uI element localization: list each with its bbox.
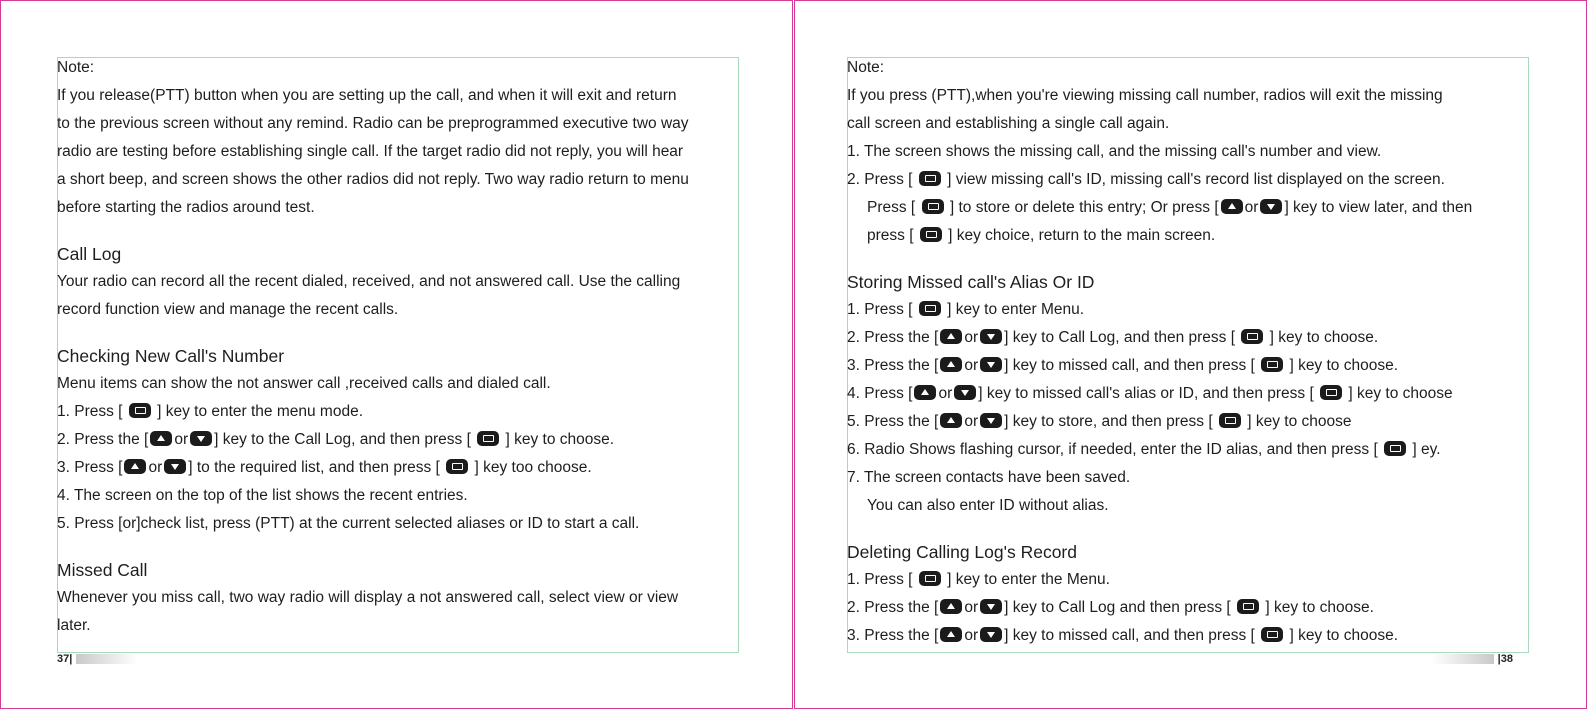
right-page [794,0,1587,709]
step-line [847,222,1567,250]
step-text: 4. Press [ [847,385,913,402]
page-footer: 37 | [57,653,138,665]
menu-key-icon [919,171,941,186]
step-text: 2. Press the [ [847,329,939,346]
note-label: Note: [57,59,95,76]
step-text: 3. Press the [ [847,627,939,644]
paragraph-line: record function view and manage the recent calls. [57,301,399,318]
menu-key-icon [446,459,468,474]
step-text: 2. Press the [ [847,599,939,616]
up-arrow-key-icon [940,627,962,642]
step-text: or [964,599,979,616]
step-text: ] key to choose [1247,413,1352,430]
note-line: to the previous screen without any remind. Radio can be preprogrammed executive two way [57,115,689,132]
step-text: ] key to Call Log and then press [ [1004,599,1231,616]
left-page-content [57,54,777,640]
step-text: 6. Radio Shows flashing cursor, if needed, enter the ID alias, and then press [ [847,441,1378,458]
step-text: 1. Press [ [847,301,913,318]
note-line: call screen and establishing a single call again. [847,115,1170,132]
step-line [847,380,1567,408]
step-line [847,324,1567,352]
step-text: ] to the required list, and then press [ [188,459,440,476]
step-line: 4. The screen on the top of the list shows the recent entries. [57,487,468,504]
step-line [847,408,1567,436]
up-arrow-key-icon [940,599,962,614]
menu-key-icon [1237,599,1259,614]
step-text: ] key to choose. [505,431,615,448]
up-arrow-key-icon [940,413,962,428]
step-text: or [938,385,953,402]
step-text: or [964,627,979,644]
note-line: If you release(PTT) button when you are setting up the call, and when it will exit and return [57,87,677,104]
step-line [847,594,1567,622]
step-line [57,426,777,454]
note-line: If you press (PTT),when you're viewing missing call number, radios will exit the missing [847,87,1443,104]
note-line: a short beep, and screen shows the other radios did not reply. Two way radio return to menu [57,171,689,188]
menu-key-icon [920,227,942,242]
step-text: or [174,431,189,448]
step-text: ] key to view later, and then [1284,199,1473,216]
step-text: ] to store or delete this entry; Or press [ [949,199,1219,216]
up-arrow-key-icon [150,431,172,446]
menu-key-icon [129,403,151,418]
step-text: 2. Press the [ [57,431,149,448]
page-number: 37 [57,653,70,665]
step-text: ] key to enter Menu. [947,301,1085,318]
up-arrow-key-icon [124,459,146,474]
step-text: 3. Press [ [57,459,123,476]
paragraph-line: Your radio can record all the recent dialed, received, and not answered call. Use the calling [57,273,681,290]
step-text: ] key to missed call, and then press [ [1004,627,1255,644]
down-arrow-key-icon [954,385,976,400]
up-arrow-key-icon [940,357,962,372]
step-line [847,622,1567,650]
step-text: ] key to enter the Menu. [947,571,1110,588]
step-text: ] key to choose. [1289,627,1399,644]
menu-key-icon [1261,357,1283,372]
menu-key-icon [1219,413,1241,428]
step-line: 1. The screen shows the missing call, and the missing call's number and view. [847,143,1382,160]
step-line [847,566,1567,594]
menu-key-icon [1261,627,1283,642]
down-arrow-key-icon [980,329,1002,344]
menu-key-icon [919,571,941,586]
step-text: ] key too choose. [474,459,592,476]
step-text: Press [ [867,199,916,216]
step-text: 5. Press the [ [847,413,939,430]
step-text: ] key choice, return to the main screen. [948,227,1216,244]
step-line [57,454,777,482]
down-arrow-key-icon [190,431,212,446]
step-text: ] key to enter the menu mode. [157,403,364,420]
menu-key-icon [1241,329,1263,344]
step-line [847,352,1567,380]
down-arrow-key-icon [980,627,1002,642]
section-heading-checking-new-call: Checking New Call's Number [57,346,285,366]
section-heading-call-log: Call Log [57,244,122,264]
down-arrow-key-icon [980,413,1002,428]
step-line: You can also enter ID without alias. [867,497,1109,514]
step-text: 2. Press [ [847,171,913,188]
step-text: ] view missing call's ID, missing call's record list displayed on the screen. [947,171,1445,188]
step-line [57,398,777,426]
up-arrow-key-icon [940,329,962,344]
step-text: ] key to missed call, and then press [ [1004,357,1255,374]
step-line [847,436,1567,464]
step-line [847,166,1567,194]
step-text: 1. Press [ [847,571,913,588]
up-arrow-key-icon [914,385,936,400]
note-line: radio are testing before establishing single call. If the target radio did not reply, you will hear [57,143,684,160]
down-arrow-key-icon [980,357,1002,372]
step-text: ] key to choose. [1269,329,1379,346]
menu-key-icon [922,199,944,214]
step-text: ] ey. [1412,441,1441,458]
step-text: or [964,357,979,374]
section-heading-missed-call: Missed Call [57,560,148,580]
left-page [0,0,793,709]
section-heading-storing-alias: Storing Missed call's Alias Or ID [847,272,1095,292]
step-text: press [ [867,227,914,244]
paragraph-line: later. [57,617,91,634]
step-text: ] key to the Call Log, and then press [ [214,431,471,448]
step-line: 5. Press [or]check list, press (PTT) at the current selected aliases or ID to start a call. [57,515,640,532]
step-text: or [148,459,163,476]
step-text: or [964,413,979,430]
footer-gradient-bar [1432,654,1494,664]
menu-key-icon [1320,385,1342,400]
step-text: ] key to choose. [1289,357,1399,374]
down-arrow-key-icon [164,459,186,474]
down-arrow-key-icon [1260,199,1282,214]
right-page-content [847,54,1567,650]
step-text: 1. Press [ [57,403,123,420]
step-text: ] key to choose [1348,385,1453,402]
step-text: or [964,329,979,346]
step-line [847,194,1567,222]
step-text: ] key to store, and then press [ [1004,413,1213,430]
footer-gradient-bar [76,654,138,664]
step-text: ] key to choose. [1265,599,1374,616]
step-line [847,296,1567,324]
step-text: or [1244,199,1259,216]
paragraph-line: Menu items can show the not answer call ,received calls and dialed call. [57,375,551,392]
step-text: 3. Press the [ [847,357,939,374]
menu-key-icon [1384,441,1406,456]
step-text: ] key to Call Log, and then press [ [1004,329,1236,346]
note-label: Note: [847,59,885,76]
paragraph-line: Whenever you miss call, two way radio will display a not answered call, select view or view [57,589,679,606]
step-line: 7. The screen contacts have been saved. [847,469,1131,486]
menu-key-icon [919,301,941,316]
section-heading-deleting-record: Deleting Calling Log's Record [847,542,1077,562]
note-line: before starting the radios around test. [57,199,315,216]
step-text: ] key to missed call's alias or ID, and then press [ [978,385,1314,402]
page-footer: | 38 [1432,653,1513,665]
up-arrow-key-icon [1221,199,1243,214]
menu-key-icon [477,431,499,446]
down-arrow-key-icon [980,599,1002,614]
page-number: 38 [1500,653,1513,665]
